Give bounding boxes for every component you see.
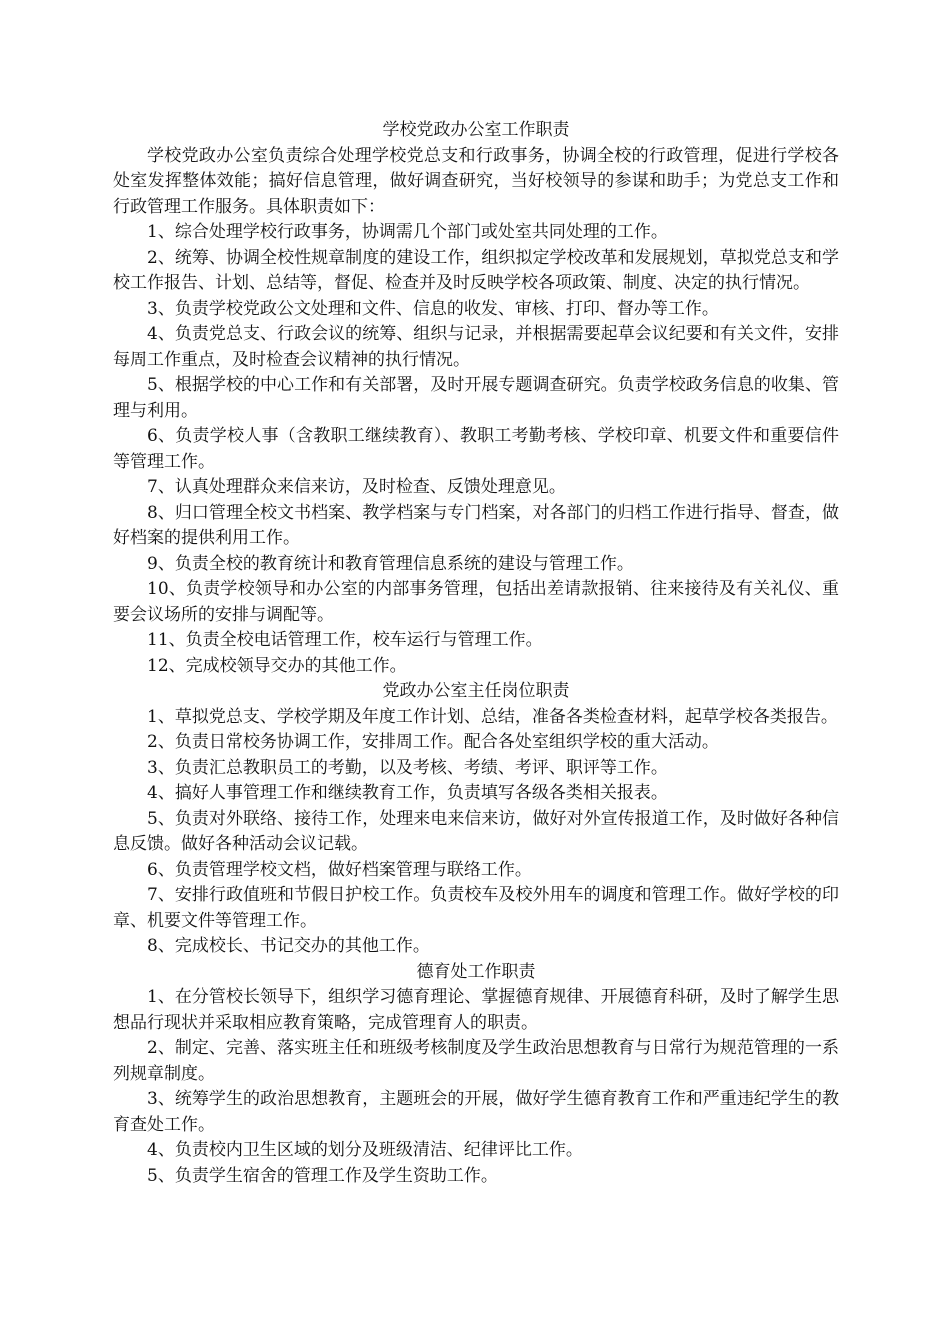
paragraph: 4、负责党总支、行政会议的统筹、组织与记录，并根据需要起草会议纪要和有关文件，安排每周工作重点，及时检查会议精神的执行情况。	[113, 324, 839, 370]
paragraph: 6、负责管理学校文档，做好档案管理与联络工作。	[147, 859, 532, 880]
section-director-duties	[113, 679, 839, 960]
paragraph: 11、负责全校电话管理工作，校车运行与管理工作。	[147, 630, 543, 650]
paragraph: 5、根据学校的中心工作和有关部署，及时开展专题调查研究。负责学校政务信息的收集、管理与利用。	[113, 375, 839, 421]
section-moral-education-duties	[113, 960, 839, 1190]
paragraph: 5、负责学生宿舍的管理工作及学生资助工作。	[147, 1165, 498, 1186]
paragraph: 1、在分管校长领导下，组织学习德育理论、掌握德育规律、开展德育科研，及时了解学生思想品行现状并采取相应教育策略，完成管理育人的职责。	[113, 987, 839, 1033]
paragraph: 7、安排行政值班和节假日护校工作。负责校车及校外用车的调度和管理工作。做好学校的印章、机要文件等管理工作。	[113, 885, 839, 931]
paragraph: 2、统筹、协调全校性规章制度的建设工作，组织拟定学校改革和发展规划，草拟党总支和学校工作报告、计划、总结等，督促、检查并及时反映学校各项政策、制度、决定的执行情况。	[113, 247, 839, 293]
document-page	[113, 118, 839, 1189]
paragraph: 12、完成校领导交办的其他工作。	[147, 655, 407, 676]
paragraph: 3、负责汇总教职员工的考勤，以及考核、考绩、考评、职评等工作。	[147, 757, 668, 778]
paragraph: 8、归口管理全校文书档案、教学档案与专门档案，对各部门的归档工作进行指导、督查，做好档案的提供利用工作。	[113, 502, 839, 548]
paragraph: 10、负责学校领导和办公室的内部事务管理，包括出差请款报销、往来接待及有关礼仪、重要会议场所的安排与调配等。	[113, 579, 839, 625]
section-title: 学校党政办公室工作职责	[382, 120, 570, 140]
section-title: 德育处工作职责	[416, 961, 536, 982]
section-title: 党政办公室主任岗位职责	[382, 681, 570, 701]
paragraph: 3、负责学校党政公文处理和文件、信息的收发、审核、打印、督办等工作。	[147, 298, 719, 319]
paragraph: 3、统筹学生的政治思想教育，主题班会的开展，做好学生德育教育工作和严重违纪学生的教育查处工作。	[113, 1089, 839, 1135]
paragraph: 6、负责学校人事（含教职工继续教育）、教职工考勤考核、学校印章、机要文件和重要信件等管理工作。	[113, 426, 839, 472]
section-office-duties	[113, 118, 839, 679]
paragraph: 7、认真处理群众来信来访，及时检查、反馈处理意见。	[147, 477, 566, 497]
paragraph: 2、负责日常校务协调工作，安排周工作。配合各处室组织学校的重大活动。	[147, 732, 719, 752]
paragraph: 1、草拟党总支、学校学期及年度工作计划、总结，准备各类检查材料，起草学校各类报告。	[147, 706, 838, 727]
paragraph: 学校党政办公室负责综合处理学校党总支和行政事务，协调全校的行政管理，促进行学校各处室发挥整体效能；搞好信息管理，做好调查研究，当好校领导的参谋和助手；为党总支工作和行政管理工作服务。具体职责如下：	[113, 145, 839, 217]
paragraph: 1、综合处理学校行政事务，协调需几个部门或处室共同处理的工作。	[147, 222, 668, 242]
paragraph: 4、负责校内卫生区域的划分及班级清洁、纪律评比工作。	[147, 1140, 583, 1160]
paragraph: 8、完成校长、书记交办的其他工作。	[147, 936, 430, 956]
paragraph: 9、负责全校的教育统计和教育管理信息系统的建设与管理工作。	[147, 553, 634, 574]
paragraph: 5、负责对外联络、接待工作，处理来电来信来访，做好对外宣传报道工作，及时做好各种信息反馈。做好各种活动会议记载。	[113, 808, 839, 854]
paragraph: 2、制定、完善、落实班主任和班级考核制度及学生政治思想教育与日常行为规范管理的一系列规章制度。	[113, 1038, 839, 1084]
paragraph: 4、搞好人事管理工作和继续教育工作，负责填写各级各类相关报表。	[147, 783, 668, 803]
